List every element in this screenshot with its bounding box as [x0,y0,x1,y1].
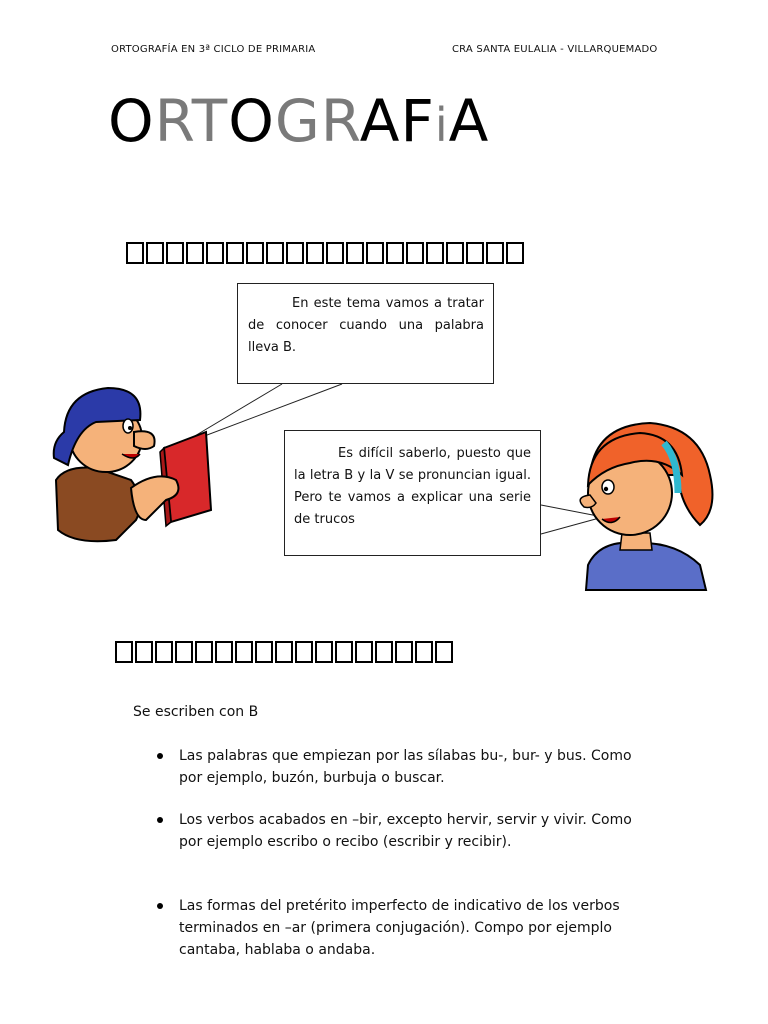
title-letter: R [154,87,192,155]
placeholder-box-glyph [506,242,524,264]
header-right-text: CRA SANTA EULALIA - VILLARQUEMADO [452,44,658,55]
title-letter: G [274,87,321,155]
title-letter: F [400,87,435,155]
title-letter: O [108,87,155,155]
placeholder-box-glyph [335,641,353,663]
placeholder-box-glyph [115,641,133,663]
title-letter: i [434,98,449,152]
heading-2-placeholder-glyphs [115,641,453,663]
placeholder-box-glyph [126,242,144,264]
placeholder-box-glyph [246,242,264,264]
speech-bubble-boy [237,283,494,384]
placeholder-box-glyph [266,242,284,264]
placeholder-box-glyph [426,242,444,264]
placeholder-box-glyph [306,242,324,264]
title-letter: O [228,87,275,155]
title-letter: A [448,87,490,155]
placeholder-box-glyph [175,641,193,663]
placeholder-box-glyph [235,641,253,663]
placeholder-box-glyph [406,242,424,264]
list-item: Los verbos acabados en –bir, excepto hervir, servir y vivir. Como por ejemplo escribo o recibo (escribir y recibir). [156,809,656,853]
placeholder-box-glyph [186,242,204,264]
rules-list [156,745,656,961]
placeholder-box-glyph [435,641,453,663]
placeholder-box-glyph [295,641,313,663]
placeholder-box-glyph [206,242,224,264]
speech-bubble-girl [284,430,541,556]
rules-intro: Se escriben con B [133,704,259,720]
placeholder-box-glyph [215,641,233,663]
placeholder-box-glyph [346,242,364,264]
boy-reading-illustration [36,370,226,550]
placeholder-box-glyph [366,242,384,264]
placeholder-box-glyph [375,641,393,663]
placeholder-box-glyph [286,242,304,264]
list-item: Las formas del pretérito imperfecto de indicativo de los verbos terminados en –ar (primera conjugación). Compo por ejemplo cantaba, hablaba o andaba. [156,895,656,961]
placeholder-box-glyph [415,641,433,663]
placeholder-box-glyph [355,641,373,663]
title-letter: T [191,87,229,155]
title-letter: A [359,87,401,155]
placeholder-box-glyph [326,242,344,264]
placeholder-box-glyph [446,242,464,264]
list-item: Las palabras que empiezan por las sílabas bu-, bur- y bus. Como por ejemplo, buzón, burbuja o buscar. [156,745,656,789]
placeholder-box-glyph [395,641,413,663]
page-title [108,87,490,155]
placeholder-box-glyph [315,641,333,663]
title-letter: R [320,87,360,155]
placeholder-box-glyph [166,242,184,264]
speech-bubble-girl-text: Es difícil saberlo, puesto que la letra B y la V se pronuncian igual. Pero te vamos a explicar una serie de trucos [294,446,531,527]
girl-illustration [560,415,720,595]
placeholder-box-glyph [146,242,164,264]
heading-1-placeholder-glyphs [126,242,524,264]
header-left-text: ORTOGRAFÍA EN 3ª CICLO DE PRIMARIA [111,44,316,55]
placeholder-box-glyph [155,641,173,663]
placeholder-box-glyph [135,641,153,663]
placeholder-box-glyph [255,641,273,663]
placeholder-box-glyph [275,641,293,663]
placeholder-box-glyph [486,242,504,264]
speech-bubble-boy-text: En este tema vamos a tratar de conocer cuando una palabra lleva B. [248,296,484,355]
placeholder-box-glyph [195,641,213,663]
placeholder-box-glyph [226,242,244,264]
placeholder-box-glyph [466,242,484,264]
placeholder-box-glyph [386,242,404,264]
